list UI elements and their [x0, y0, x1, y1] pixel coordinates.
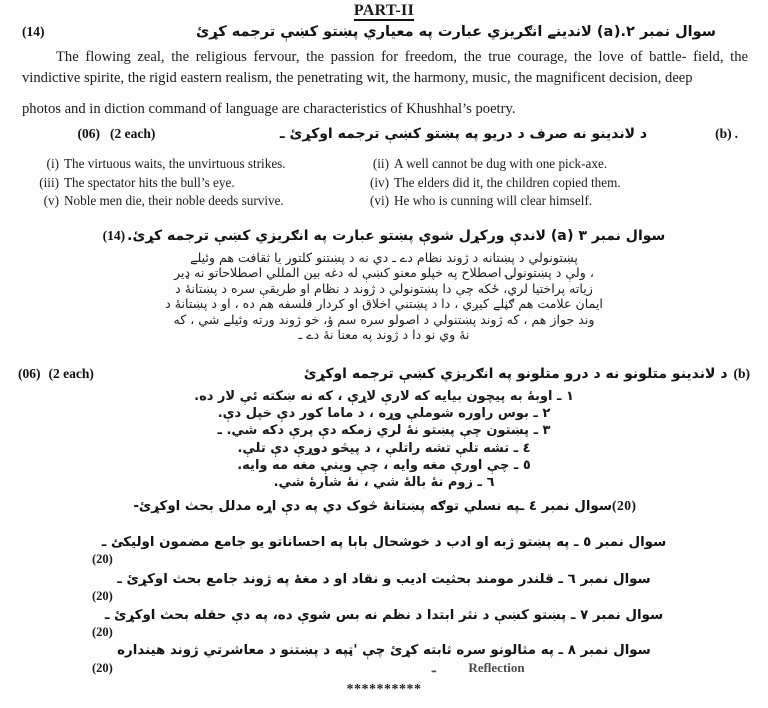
question-3b-header — [0, 366, 768, 382]
list-item: ٤ ـ تشه تلې تشه راتلې ، د پیڅو دوړې دې تلې. — [237, 440, 531, 456]
passage-line-1: The flowing zeal, the religious fervour, the passion for freedom, the true courage, the love of battle- field, the vindictive spirite, the rigid eastern realism, the penetrating wit, the harmony, music, the magnificent decision, deep — [22, 49, 748, 86]
question-3b-marks: (06) — [18, 366, 41, 381]
question-2b-marks: (06) — [77, 126, 100, 141]
reflection-label: Reflection — [468, 660, 525, 675]
question-4-text: سوال نمبر ٤ ـپه نسلي توګه پښتانۀ څوک دي په دې اړه مدلل بحث اوکړئ- — [133, 499, 612, 514]
list-item — [34, 155, 364, 173]
reflection-dash: ـ — [432, 660, 436, 675]
pashto-line: ، ولې د پښتونولۍ اصطلاح په خپلو معنو کښې له دغه بین المللي اصطلاحاتو نه ډیر — [174, 265, 594, 281]
list-item: ۳ ـ پښتون چې پښتو نۀ لري زمکه دې پرې دکه شي. ـ — [217, 423, 551, 439]
question-2b-text: د لاندینو نه صرف د دریو په پښتو کښې ترجمه اوکړئ ـ — [279, 126, 648, 142]
list-item-number: (v) — [43, 193, 59, 208]
list-item-number: (vi) — [369, 193, 389, 208]
list-item-text: He who is cunning will clear himself. — [394, 193, 593, 208]
list-item-text: Noble men die, their noble deeds survive. — [64, 193, 284, 208]
page-title — [0, 2, 768, 20]
list-item — [364, 155, 734, 173]
question-2a-marks: (14) — [22, 24, 45, 39]
question-2a-passage — [22, 47, 748, 120]
question-8 — [0, 643, 768, 676]
list-item — [34, 174, 364, 192]
list-item-text: A well cannot be dug with one pick-axe. — [394, 156, 608, 171]
question-3a-passage — [14, 250, 754, 342]
question-6-marks: (20) — [92, 589, 113, 603]
list-item — [34, 192, 364, 210]
list-item-text: The elders did it, the children copied them. — [394, 174, 621, 190]
question-2a-header — [0, 24, 768, 40]
pashto-line: پښتونولي د پښتانه د ژوند نظام دے ـ دي نه د پښتنو کلتور یا ثقافت هم وئیلے — [190, 250, 578, 265]
question-2b-dot: . — [734, 126, 738, 141]
passage-line-2: photos and in diction command of language are characteristics of Khushhal’s poetry. — [22, 101, 516, 117]
question-2b-each: (2 each) — [110, 126, 156, 141]
list-item — [364, 192, 734, 210]
list-item: ٦ ـ زوم نۀ بالۀ شي ، نۀ شارۀ شي. — [273, 475, 495, 491]
question-6-text: سوال نمبر ٦ ـ قلندر مومند بحثیت ادیب و نقاد او د مغۀ په ژوند جامع بحث اوکړئ ـ — [117, 572, 651, 587]
question-3b-text: د لاندینو متلونو نه د درو متلونو په انګریزي کښې ترجمه اوکړئ — [303, 366, 728, 382]
question-2b-proverb-list — [34, 155, 734, 210]
question-3b-label: (b) — [733, 366, 750, 381]
question-5-text: سوال نمبر ٥ ـ په پښتو ژبه او ادب د خوشحال بابا په احساناتو یو جامع مضمون اولیکئ ـ — [101, 535, 667, 550]
question-8-text: سوال نمبر ٨ ـ په مثالونو سره ثابته کړئ چې 'ټپه د پښتنو د معاشرتي ژوند هینداره — [117, 643, 651, 658]
question-7-text: سوال نمبر ٧ ـ پښتو کښې د نثر ابتدا د نظم نه بس شوې ده، په دې حقله بحث اوکړئ ـ — [104, 608, 664, 623]
question-3b-each: (2 each) — [48, 366, 94, 381]
pashto-line: نۀ وي نو دا د ژوند په معنا نۀ دے ـ — [298, 327, 470, 343]
list-item-number: (iii) — [39, 174, 59, 190]
part-title-text: PART-II — [353, 2, 415, 19]
list-item: ۲ ـ بوس راوره شوملې وړه ، د ماما کور دې خپل دې. — [217, 406, 551, 422]
question-4-marks: (20) — [612, 498, 637, 513]
question-4 — [0, 498, 768, 514]
pashto-line: وند جواز هم ، که ژوند پښتنولي د اصولو سره سم ؤ، خو ژوند ورته وئیلے شي ، که — [173, 311, 595, 327]
question-8-marks: (20) — [92, 661, 113, 675]
list-item — [364, 174, 734, 192]
question-7-marks: (20) — [92, 625, 113, 639]
question-3a-header — [0, 228, 768, 244]
list-item: ٥ ـ چې اورې مغه وایه ، چې وینې مغه مه وایه. — [237, 457, 531, 473]
question-5-marks: (20) — [92, 552, 113, 566]
list-item: ۱ ـ اوبۀ به پیچون بیایه که لارې لاړې ، که نه ښکته ئې لار ده. — [194, 389, 574, 404]
question-2a-text: سوال نمبر ۲.(a) لاندینے انګریزي عبارت په معیاري پښتو کښې ترجمه کړئ — [195, 24, 716, 40]
question-5 — [0, 535, 768, 567]
question-3b-proverb-list — [34, 388, 734, 491]
question-3a-text: سوال نمبر ۳ (a) لاندې ورکړل شوې پښتو عبارت په انګریزي کښې ترجمه کړئ. — [127, 228, 666, 244]
footer-separator: ********** — [346, 682, 422, 697]
pashto-line: ایمان علامت هم ګڼلے کیږي ، دا د پښتني اخلاق او کردار فلسفه هم ده ، او د پښتانۀ د — [165, 296, 603, 312]
list-item-text: The spectator hits the bull’s eye. — [64, 174, 235, 190]
list-item-text: The virtuous waits, the unvirtuous strikes. — [64, 156, 286, 171]
question-2b-header — [0, 126, 768, 142]
list-item-number: (ii) — [372, 156, 389, 171]
question-3a-marks: (14) — [102, 228, 126, 243]
list-item-number: (i) — [46, 156, 59, 171]
question-6 — [0, 572, 768, 604]
list-item-number: (iv) — [369, 174, 389, 190]
question-7 — [0, 608, 768, 640]
question-2b-label: (b) — [715, 126, 732, 141]
pashto-line: زیاته پراختیا لري، ځکه چې دا پښتونولي د ژوند د نظام او طریقې سره د پښتانۀ د — [175, 280, 593, 296]
